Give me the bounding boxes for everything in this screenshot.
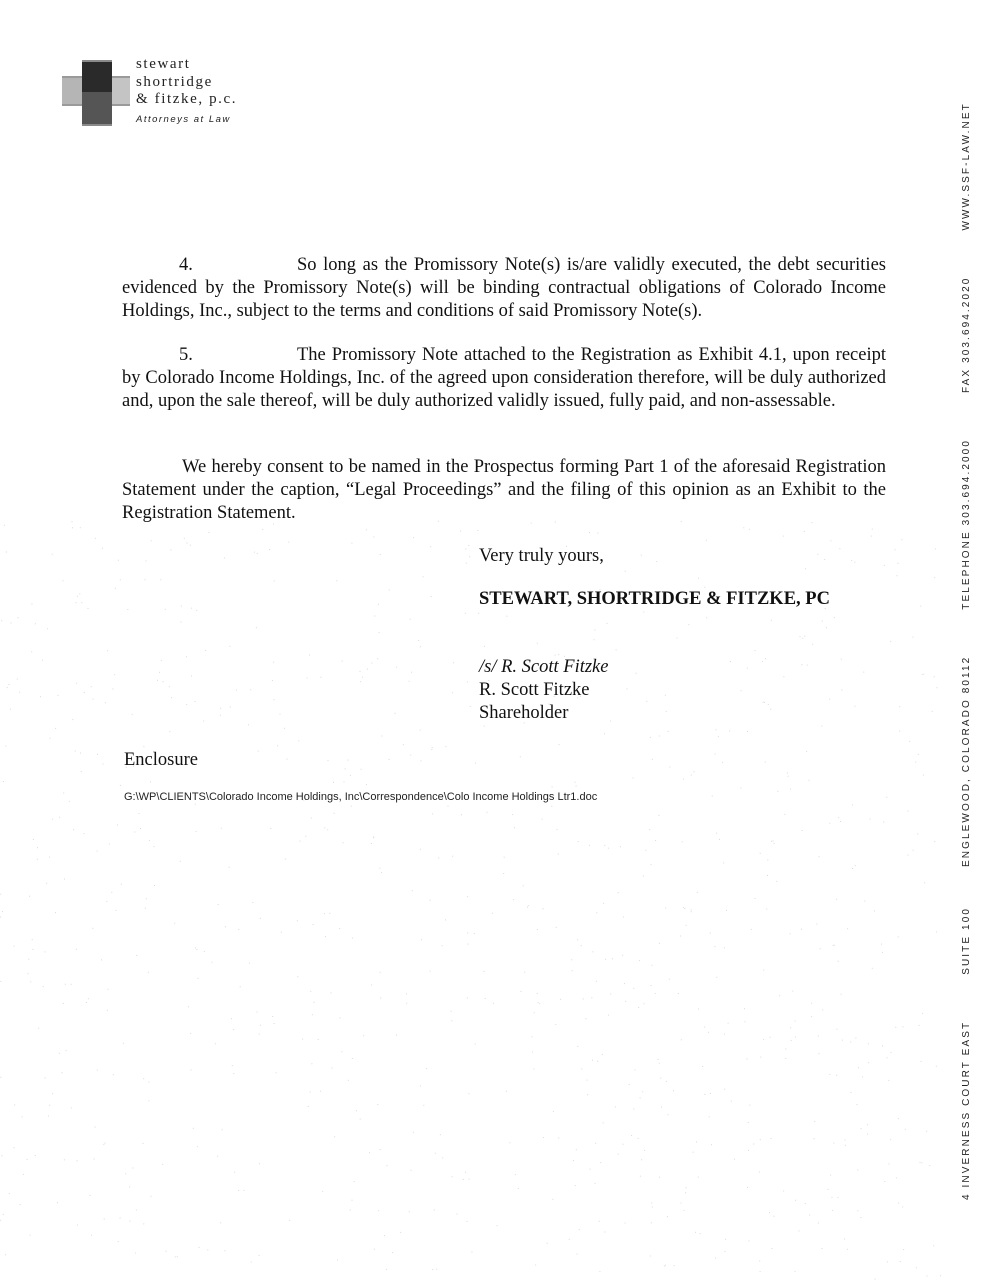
logo-line-2: shortridge	[136, 73, 213, 90]
paragraph-5-text: The Promissory Note attached to the Registration as Exhibit 4.1, upon receipt by Colorado Income Holdings, Inc. of the agreed upon consideration therefore, will be duly authorized and, upon the sale thereof, will be duly authorized validly issued, fully paid, and non-assessable.	[122, 345, 886, 411]
sidebar-suite: SUITE 100	[960, 906, 972, 975]
sidebar-address: 4 INVERNESS COURT EAST	[960, 1020, 972, 1200]
sidebar-city: ENGLEWOOD, COLORADO 80112	[960, 655, 972, 867]
paragraph-4-number: 4.	[179, 255, 193, 275]
sidebar-telephone: TELEPHONE 303.694.2000	[960, 439, 972, 610]
paragraph-5-number: 5.	[179, 345, 193, 365]
sidebar-fax: FAX 303.694.2020	[960, 276, 972, 393]
firm-logo-icon	[62, 60, 130, 126]
consent-paragraph: We hereby consent to be named in the Prospectus forming Part 1 of the aforesaid Registration Statement under the caption, “Legal Proceedings” and the filing of this opinion as an Exhibit to the Registration Statement.	[122, 457, 886, 523]
signer-title: Shareholder	[479, 703, 569, 723]
closing-salutation: Very truly yours,	[479, 546, 604, 566]
firm-name: STEWART, SHORTRIDGE & FITZKE, PC	[479, 589, 830, 609]
logo-line-3: & fitzke, p.c.	[136, 91, 238, 107]
enclosure-label: Enclosure	[124, 750, 198, 770]
paragraph-5	[122, 344, 886, 413]
logo-line-1: stewart	[136, 56, 191, 72]
paragraph-4-text: So long as the Promissory Note(s) is/are validly executed, the debt securities evidenced by the Promissory Note(s) will be binding contractual obligations of Colorado Income Holdings, Inc., subject to the terms and conditions of said Promissory Note(s).	[122, 255, 886, 321]
firm-logo-text	[136, 56, 237, 128]
signer-name: R. Scott Fitzke	[479, 680, 590, 700]
file-path: G:\WP\CLIENTS\Colorado Income Holdings, Inc\Correspondence\Colo Income Holdings Ltr1.doc	[124, 791, 598, 803]
address-sidebar	[955, 20, 977, 1200]
sidebar-website: WWW.SSF-LAW.NET	[960, 102, 972, 231]
electronic-signature: /s/ R. Scott Fitzke	[479, 657, 609, 677]
logo-tagline: Attorneys at Law	[136, 113, 231, 125]
paragraph-4	[122, 254, 886, 323]
